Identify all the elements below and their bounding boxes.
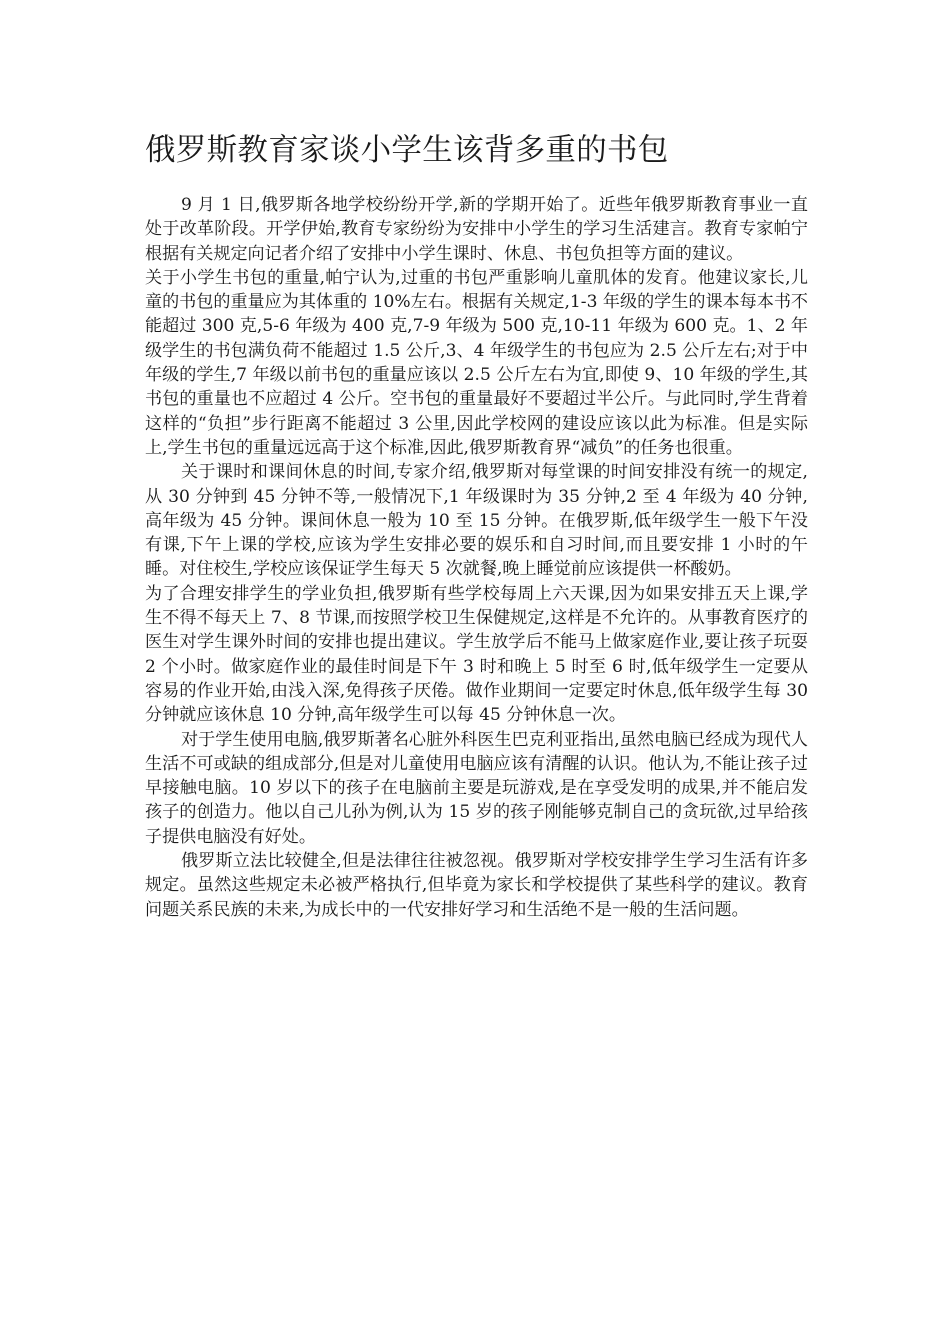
document-title: 俄罗斯教育家谈小学生该背多重的书包 xyxy=(145,133,669,168)
paragraph-intro: 9 月 1 日,俄罗斯各地学校纷纷开学,新的学期开始了。近些年俄罗斯教育事业一直处于改革阶段。开学伊始,教育专家纷纷为安排中小学生的学习生活建言。教育专家帕宁根据有关规定向记者介绍了安排中小学生课时、休息、书包负担等方面的建议。 xyxy=(145,195,808,264)
paragraph-conclusion: 俄罗斯立法比较健全,但是法律往往被忽视。俄罗斯对学校安排学生学习生活有许多规定。虽然这些规定未必被严格执行,但毕竟为家长和学校提供了某些科学的建议。教育问题关系民族的未来,为成长中的一代安排好学习和生活绝不是一般的生活问题。 xyxy=(145,851,808,920)
paragraph-class-hours: 关于课时和课间休息的时间,专家介绍,俄罗斯对每堂课的时间安排没有统一的规定,从 30 分钟到 45 分钟不等,一般情况下,1 年级课时为 35 分钟,2 至 4 年级为 40 分钟,高年级为 45 分钟。课间休息一般为 10 至 15 分钟。在俄罗斯,低年级学生一般下午没有课,下午上课的学校,应该为学生安排必要的娱乐和自习时间,而且要安排 1 小时的午睡。对住校生,学校应该保证学生每天 5 次就餐,晚上睡觉前应该提供一杯酸奶。 xyxy=(145,462,808,580)
document-page xyxy=(145,132,808,922)
paragraph-computer-use: 对于学生使用电脑,俄罗斯著名心脏外科医生巴克利亚指出,虽然电脑已经成为现代人生活不可或缺的组成部分,但是对儿童使用电脑应该有清醒的认识。他认为,不能让孩子过早接触电脑。10 岁以下的孩子在电脑前主要是玩游戏,是在享受发明的成果,并不能启发孩子的创造力。他以自己儿孙为例,认为 15 岁的孩子刚能够克制自己的贪玩欲,过早给孩子提供电脑没有好处。 xyxy=(145,729,808,847)
paragraph-backpack-weight: 关于小学生书包的重量,帕宁认为,过重的书包严重影响儿童肌体的发育。他建议家长,儿童的书包的重量应为其体重的 10%左右。根据有关规定,1-3 年级的学生的课本每本书不能超过 300 克,5-6 年级为 400 克,7-9 年级为 500 克,10-11 年级为 600 克。1、2 年级学生的书包满负荷不能超过 1.5 公斤,3、4 年级学生的书包应为 2.5 公斤左右;对于中年级的学生,7 年级以前书包的重量应该以 2.5 公斤左右为宜,即使 9、10 年级的学生,其书包的重量也不应超过 4 公斤。空书包的重量最好不要超过半公斤。与此同时,学生背着这样的“负担”步行距离不能超过 3 公里,因此学校网的建设应该以此为标准。但是实际上,学生书包的重量远远高于这个标准,因此,俄罗斯教育界“减负”的任务也很重。 xyxy=(145,267,809,458)
paragraph-homework: 为了合理安排学生的学业负担,俄罗斯有些学校每周上六天课,因为如果安排五天上课,学生不得不每天上 7、8 节课,而按照学校卫生保健规定,这样是不允许的。从事教育医疗的医生对学生课外时间的安排也提出建议。学生放学后不能马上做家庭作业,要让孩子玩耍 2 个小时。做家庭作业的最佳时间是下午 3 时和晚上 5 时至 6 时,低年级学生一定要从容易的作业开始,由浅入深,免得孩子厌倦。做作业期间一定要定时休息,低年级学生每 30 分钟就应该休息 10 分钟,高年级学生可以每 45 分钟休息一次。 xyxy=(145,583,808,726)
